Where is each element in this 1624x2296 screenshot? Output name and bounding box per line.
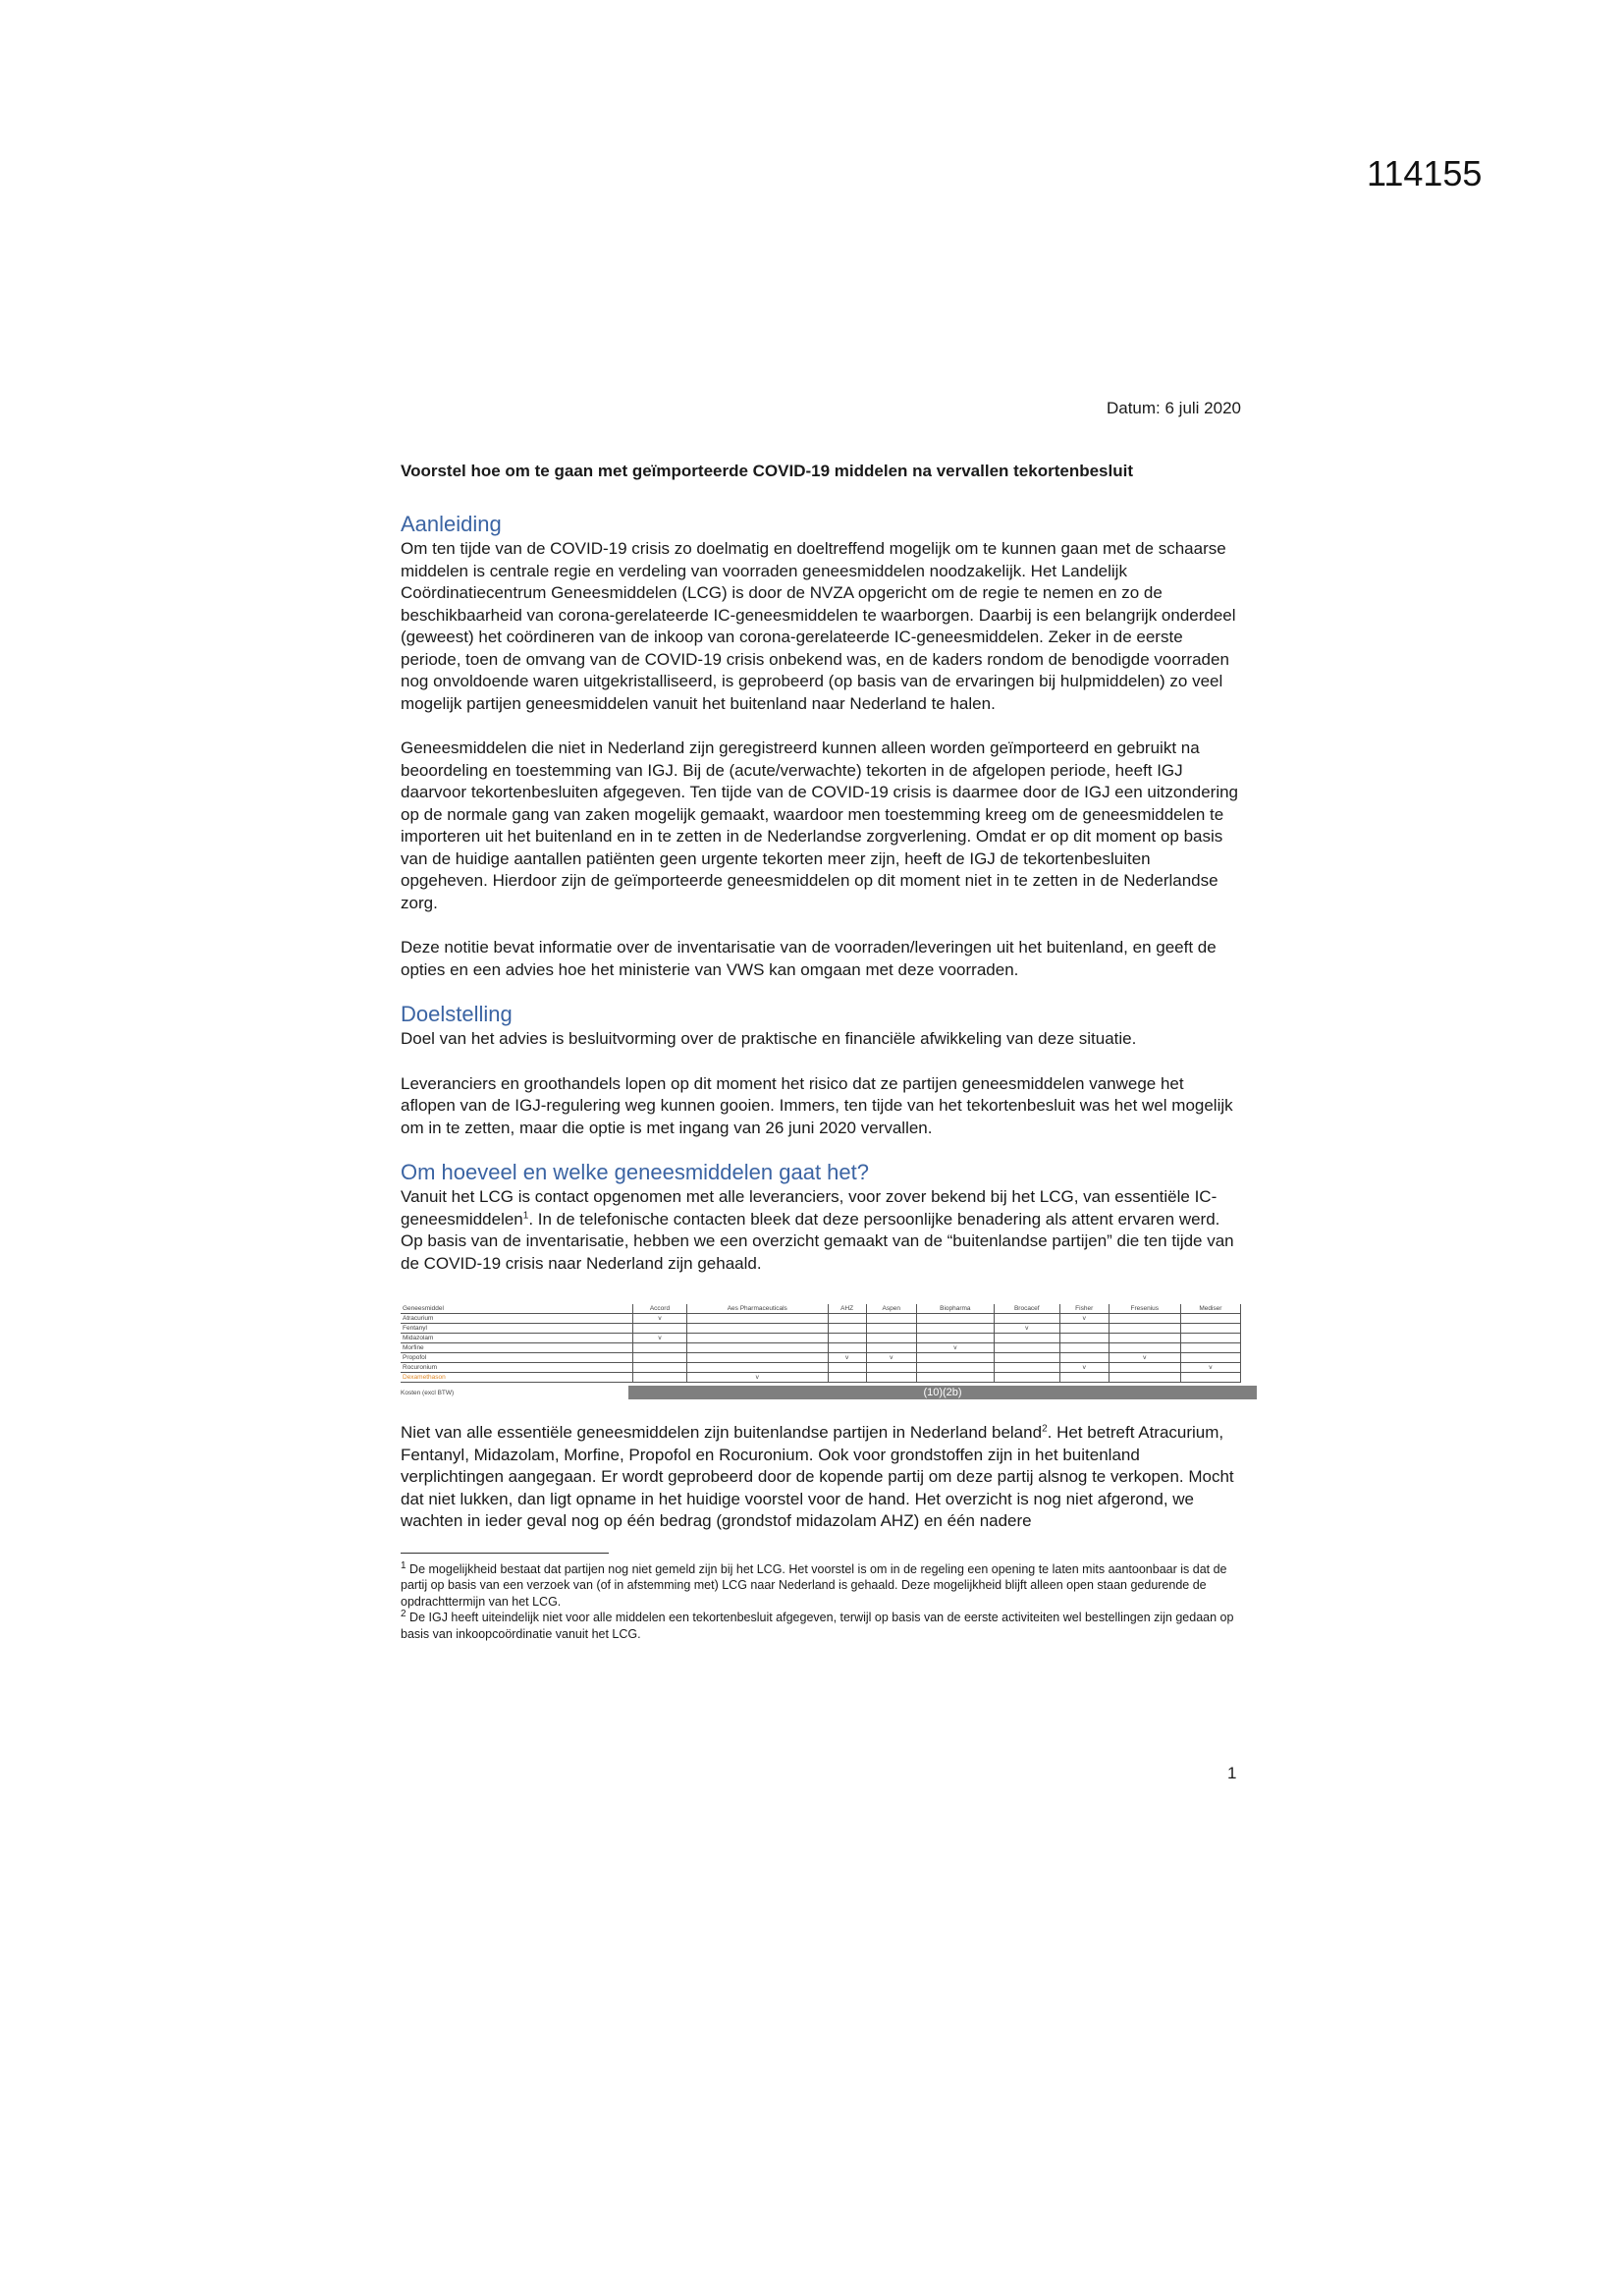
table-row <box>401 1314 1241 1324</box>
aanleiding-paragraph-1: Om ten tijde van de COVID-19 crisis zo doelmatig en doeltreffend mogelijk om te kunnen gaan met de schaarse middelen is centrale regie en verdeling van voorraden geneesmiddelen noodzakelijk. Het Landelijk Coördinatiecentrum Geneesmiddelen (LCG) is door de NVZA opgericht om de regie te nemen en zo de beschikbaarheid van corona-gerelateerde IC-geneesmiddelen te waarborgen. Daarbij is een belangrijk onderdeel (geweest) het coördineren van de inkoop van corona-gerelateerde IC-geneesmiddelen. Zeker in de eerste periode, toen de omvang van de COVID-19 crisis onbekend was, en de kaders rondom de benodigde voorraden nog onvoldoende waren uitgekristalliseerd, is geprobeerd (op basis van de ervaringen bij hulpmiddelen) zo veel mogelijk partijen geneesmiddelen vanuit het buitenland naar Nederland te halen. <box>401 539 1236 713</box>
table-cell <box>1180 1334 1240 1343</box>
table-cell: v <box>916 1343 994 1353</box>
table-header-cell: Biopharma <box>916 1304 994 1314</box>
document-title: Voorstel hoe om te gaan met geïmporteerde COVID-19 middelen na vervallen tekortenbesluit <box>401 462 1133 480</box>
table-header-cell: Accord <box>633 1304 687 1314</box>
footnote-number: 2 <box>401 1608 406 1619</box>
table-cell-medicine: Atracurium <box>401 1314 633 1324</box>
table-header-cell: Brocacef <box>994 1304 1059 1314</box>
table-cell <box>1059 1343 1109 1353</box>
table-cell <box>1059 1373 1109 1383</box>
footnote-number: 1 <box>401 1559 406 1571</box>
table-header-cell: Geneesmiddel <box>401 1304 633 1314</box>
table-cell <box>866 1314 916 1324</box>
table-header-row <box>401 1304 1241 1314</box>
table-header-cell: Fisher <box>1059 1304 1109 1314</box>
table-cell <box>828 1343 866 1353</box>
footnote <box>401 1561 1241 1611</box>
table-cell <box>633 1373 687 1383</box>
cost-redacted-bar: (10)(2b) <box>628 1386 1257 1399</box>
table-cell-medicine: Morfine <box>401 1343 633 1353</box>
hoeveel-p1-text-a: Vanuit het LCG is contact opgenomen met alle leveranciers, voor zover bekend bij het LCG, van essentiële IC-geneesmiddelen <box>401 1187 1218 1229</box>
table-cell <box>1109 1343 1180 1353</box>
table-header-cell: Aspen <box>866 1304 916 1314</box>
page-number: 1 <box>1227 1764 1237 1782</box>
table-cell: v <box>1059 1363 1109 1373</box>
table-cell <box>916 1324 994 1334</box>
heading-hoeveel: Om hoeveel en welke geneesmiddelen gaat het? <box>401 1160 869 1184</box>
table-cell <box>1180 1353 1240 1363</box>
cost-label: Kosten (excl BTW) <box>401 1389 455 1396</box>
table-cell <box>686 1343 828 1353</box>
table-cell <box>916 1363 994 1373</box>
table-cell <box>1109 1314 1180 1324</box>
table-cell: v <box>633 1314 687 1324</box>
table-cell <box>866 1343 916 1353</box>
doelstelling-paragraph-2: Leveranciers en groothandels lopen op dit moment het risico dat ze partijen geneesmiddelen vanwege het aflopen van de IGJ-regulering weg kunnen gooien. Immers, ten tijde van het tekortenbesluit was het wel mogelijk om in te zetten, maar die optie is met ingang van 26 juni 2020 vervallen. <box>401 1073 1233 1137</box>
aanleiding-paragraph-2: Geneesmiddelen die niet in Nederland zijn geregistreerd kunnen alleen worden geïmporteerd en gebruikt na beoordeling en toestemming van IGJ. Bij de (acute/verwachte) tekorten in de afgelopen periode, heeft IGJ daarvoor tekortenbesluiten afgegeven. Ten tijde van de COVID-19 crisis is daarmee door de IGJ een uitzondering op de normale gang van zaken mogelijk gemaakt, waardoor men toestemming kreeg om de geneesmiddelen te importeren uit het buitenland en in te zetten in de Nederlandse zorgverlening. Omdat er op dit moment op basis van de huidige aantallen patiënten geen urgente tekorten meer zijn, heeft de IGJ de tekortenbesluiten opgeheven. Hierdoor zijn de geïmporteerde geneesmiddelen op dit moment niet in te zetten in de Nederlandse zorg. <box>401 738 1239 912</box>
table-cell <box>994 1314 1059 1324</box>
doelstelling-paragraph-1: Doel van het advies is besluitvorming over de praktische en financiële afwikkeling van deze situatie. <box>401 1029 1137 1048</box>
table-cell <box>633 1343 687 1353</box>
table-header-cell: AHZ <box>828 1304 866 1314</box>
table-header-cell: Aes Pharmaceuticals <box>686 1304 828 1314</box>
document-id: 114155 <box>1367 153 1483 193</box>
table-cell <box>994 1353 1059 1363</box>
footnotes <box>401 1561 1241 1643</box>
cost-row <box>401 1385 1261 1400</box>
table-cell <box>828 1314 866 1324</box>
table-cell-medicine: Midazolam <box>401 1334 633 1343</box>
table-cell <box>1059 1353 1109 1363</box>
table-cell-medicine: Dexamethason <box>401 1373 633 1383</box>
table-cell <box>686 1363 828 1373</box>
table-cell <box>686 1334 828 1343</box>
table-row <box>401 1334 1241 1343</box>
table-cell <box>994 1363 1059 1373</box>
table-cell <box>916 1373 994 1383</box>
table-cell <box>1180 1343 1240 1353</box>
hoeveel-paragraph-2 <box>401 1422 1241 1533</box>
table-cell <box>828 1373 866 1383</box>
table-cell <box>994 1343 1059 1353</box>
footnote-divider <box>401 1553 609 1554</box>
table-cell <box>1180 1324 1240 1334</box>
table-cell: v <box>828 1353 866 1363</box>
aanleiding-paragraph-3: Deze notitie bevat informatie over de inventarisatie van de voorraden/leveringen uit het buitenland, en geeft de opties en een advies hoe het ministerie van VWS kan omgaan met deze voorraden. <box>401 938 1217 979</box>
table-cell <box>633 1363 687 1373</box>
table-cell <box>1109 1334 1180 1343</box>
table-cell: v <box>633 1334 687 1343</box>
table-cell <box>1180 1373 1240 1383</box>
table-cell <box>828 1334 866 1343</box>
table-cell <box>828 1324 866 1334</box>
table-cell <box>866 1363 916 1373</box>
table-cell <box>994 1373 1059 1383</box>
document-date: Datum: 6 juli 2020 <box>1106 399 1241 417</box>
hoeveel-paragraph-1 <box>401 1186 1241 1275</box>
table-cell: v <box>1180 1363 1240 1373</box>
footnote-text: De IGJ heeft uiteindelijk niet voor alle middelen een tekortenbesluit afgegeven, terwijl op basis van de eerste activiteiten wel bestellingen zijn gedaan op basis van inkoopcoördinatie vanuit het LCG. <box>401 1611 1234 1641</box>
document-page <box>401 397 1241 1642</box>
table-body <box>401 1314 1241 1383</box>
table-cell <box>1059 1334 1109 1343</box>
footnote-ref-2[interactable]: 2 <box>1042 1423 1048 1435</box>
table-cell <box>686 1353 828 1363</box>
table-cell <box>686 1324 828 1334</box>
table-cell <box>866 1324 916 1334</box>
medicines-table-wrapper <box>401 1304 1261 1400</box>
table-header-cell: Mediser <box>1180 1304 1240 1314</box>
heading-aanleiding: Aanleiding <box>401 512 502 536</box>
table-cell-medicine: Fentanyl <box>401 1324 633 1334</box>
table-cell <box>686 1314 828 1324</box>
medicines-table <box>401 1304 1241 1383</box>
table-row <box>401 1353 1241 1363</box>
hoeveel-p1-text-b: . In de telefonische contacten bleek dat deze persoonlijke benadering als attent ervaren werd. Op basis van de inventarisatie, hebben we een overzicht gemaakt van de “buitenlandse partijen” die ten tijde van de COVID-19 crisis naar Nederland zijn gehaald. <box>401 1209 1234 1273</box>
table-cell <box>916 1353 994 1363</box>
table-cell: v <box>994 1324 1059 1334</box>
table-header-cell: Fresenius <box>1109 1304 1180 1314</box>
table-cell <box>866 1373 916 1383</box>
table-cell <box>1109 1373 1180 1383</box>
table-cell-medicine: Propofol <box>401 1353 633 1363</box>
table-cell <box>916 1314 994 1324</box>
table-cell-medicine: Rocuronium <box>401 1363 633 1373</box>
footnote-ref-1[interactable]: 1 <box>522 1209 529 1221</box>
table-cell <box>916 1334 994 1343</box>
table-cell <box>633 1353 687 1363</box>
table-cell <box>994 1334 1059 1343</box>
table-cell <box>828 1363 866 1373</box>
table-cell: v <box>1109 1353 1180 1363</box>
table-cell <box>1109 1363 1180 1373</box>
table-row <box>401 1363 1241 1373</box>
table-cell: v <box>686 1373 828 1383</box>
table-cell <box>633 1324 687 1334</box>
table-cell <box>866 1334 916 1343</box>
hoeveel-p2-text-b: . Het betreft Atracurium, Fentanyl, Midazolam, Morfine, Propofol en Rocuronium. Ook voor grondstoffen zijn in het buitenland verplichtingen aangegaan. Er wordt geprobeerd door de kopende partij om deze partij alsnog te verkopen. Mocht dat niet lukken, dan ligt opname in het huidige voorstel voor de hand. Het overzicht is nog niet afgerond, we wachten in ieder geval nog op één bedrag (grondstof midazolam AHZ) en één nadere <box>401 1423 1234 1530</box>
table-cell <box>1180 1314 1240 1324</box>
table-row <box>401 1324 1241 1334</box>
heading-doelstelling: Doelstelling <box>401 1002 513 1026</box>
table-cell: v <box>866 1353 916 1363</box>
footnote <box>401 1610 1241 1642</box>
table-row <box>401 1343 1241 1353</box>
table-cell <box>1109 1324 1180 1334</box>
footnote-text: De mogelijkheid bestaat dat partijen nog niet gemeld zijn bij het LCG. Het voorstel is om in de regeling een opening te laten mits aantoonbaar is dat de partij op basis van een verzoek van (of in afstemming met) LCG naar Nederland is gehaald. Deze mogelijkheid blijft alleen open staan gedurende de opdrachttermijn van het LCG. <box>401 1561 1227 1609</box>
table-cell <box>1059 1324 1109 1334</box>
hoeveel-p2-text-a: Niet van alle essentiële geneesmiddelen zijn buitenlandse partijen in Nederland beland <box>401 1423 1043 1442</box>
table-row <box>401 1373 1241 1383</box>
table-cell: v <box>1059 1314 1109 1324</box>
